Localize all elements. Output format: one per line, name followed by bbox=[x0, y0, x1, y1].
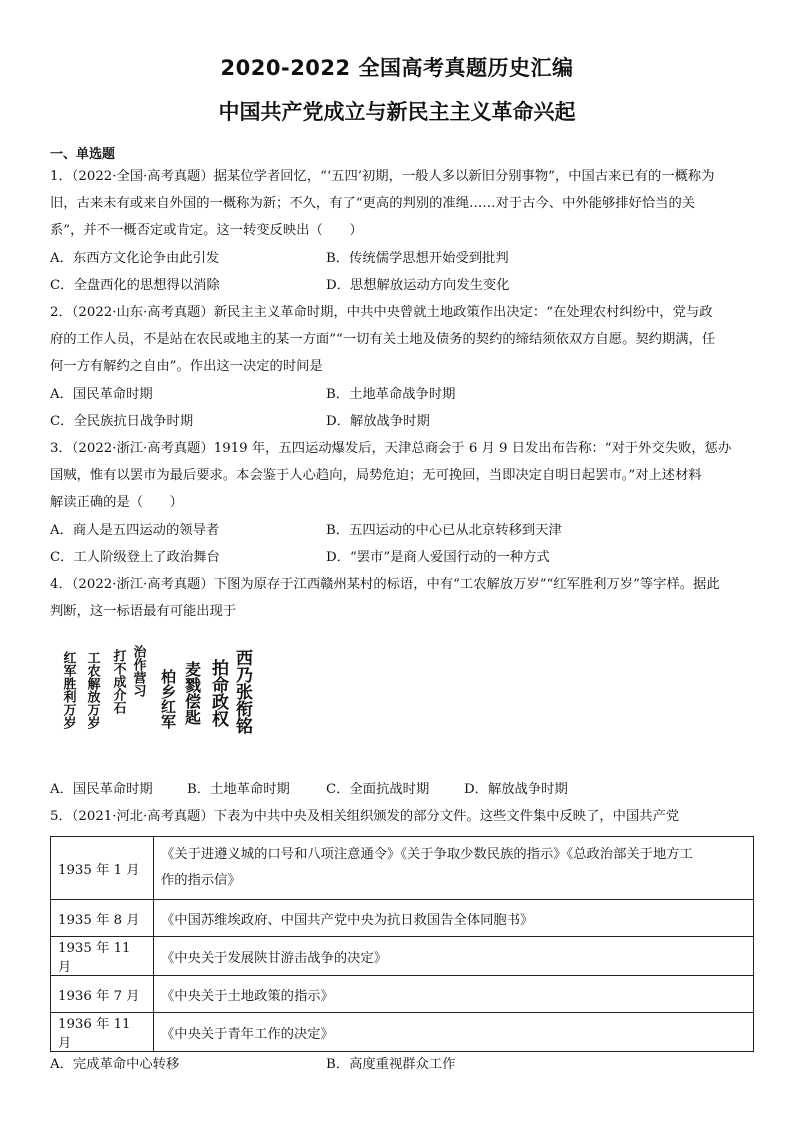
row-date: 1935 年 1 月 bbox=[51, 837, 154, 900]
slogan-column-5: 治作营习 bbox=[130, 645, 146, 697]
q1-option-b: B．传统儒学思想开始受到批判 bbox=[326, 251, 509, 266]
q3-option-a: A．商人是五四运动的领导者 bbox=[50, 523, 220, 538]
row-documents-line-1: 《关于进遵义城的口号和八项注意通令》《关于争取少数民族的指示》《总政治部关于地方工 bbox=[161, 847, 693, 862]
q1-stem-line-2: 旧，古来未有或来自外国的一概称为新；不久，有了“更高的判别的准绳……对于古今、中外能够排好恰当的关 bbox=[50, 196, 696, 211]
q1-option-a: A．东西方文化论争由此引发 bbox=[50, 251, 220, 266]
q3-option-d: D．“罢市”是商人爱国行动的一种方式 bbox=[326, 550, 550, 565]
q5-option-b: B．高度重视群众工作 bbox=[326, 1057, 456, 1072]
row-date: 1935 年 11 月 bbox=[51, 937, 154, 976]
slogan-column-4: 柏乡红军 bbox=[159, 669, 177, 729]
q1-stem-line-1: 1．（2022·全国·高考真题）据某位学者回忆，“‘五四’初期，一般人多以新旧分别事物”，中国古来已有的一概称为 bbox=[50, 169, 715, 184]
q3-stem-line-1: 3．（2022·浙江·高考真题）1919 年，五四运动爆发后，天津总商会于 6 月 9 日发出布告称：“对于外交失败，惩办 bbox=[50, 441, 732, 456]
q4-option-a: A．国民革命时期 bbox=[50, 782, 153, 797]
page-subtitle: 中国共产党成立与新民主主义革命兴起 bbox=[218, 100, 576, 124]
q2-stem-line-2: 府的工作人员，不是站在农民或地主的某一方面”“一切有关土地及债务的契约的缔结须依双方自愿。契约期满，任 bbox=[50, 332, 716, 347]
row-documents: 《中央关于土地政策的指示》 bbox=[154, 976, 754, 1013]
table-row bbox=[51, 900, 754, 937]
section-heading: 一、单选题 bbox=[50, 147, 116, 162]
q2-option-c: C．全民族抗日战争时期 bbox=[50, 414, 194, 429]
slogan-column-1: 西乃张衔铭 bbox=[232, 649, 252, 734]
q4-option-b: B．土地革命时期 bbox=[187, 782, 290, 797]
q4-option-d: D．解放战争时期 bbox=[464, 782, 568, 797]
q4-stem-line-2: 判断，这一标语最有可能出现于 bbox=[50, 604, 237, 619]
row-documents bbox=[154, 837, 754, 900]
row-documents-line-2: 作的指示信》 bbox=[161, 873, 241, 888]
row-date: 1936 年 7 月 bbox=[51, 976, 154, 1013]
q3-stem-line-2: 国贼，惟有以罢市为最后要求。本会鉴于人心趋向，局势危迫；无可挽回，当即决定自明日起罢市。”对上述材料 bbox=[50, 468, 702, 483]
q3-option-c: C．工人阶级登上了政治舞台 bbox=[50, 550, 220, 565]
slogan-column-7: 工农解放万岁 bbox=[84, 651, 100, 729]
q2-option-d: D．解放战争时期 bbox=[326, 414, 430, 429]
q2-option-a: A．国民革命时期 bbox=[50, 387, 153, 402]
table-row bbox=[51, 1013, 754, 1052]
q4-stem-line-1: 4．（2022·浙江·高考真题）下图为原存于江西赣州某村的标语，中有“工农解放万岁”“红军胜利万岁”等字样。据此 bbox=[50, 577, 720, 592]
q1-option-d: D．思想解放运动方向发生变化 bbox=[326, 278, 510, 293]
q2-stem-line-1: 2．（2022·山东·高考真题）新民主主义革命时期，中共中央曾就土地政策作出决定：“在处理农村纠纷中，党与政 bbox=[50, 305, 713, 320]
documents-table bbox=[50, 836, 754, 1052]
slogan-column-2: 拍命政权 bbox=[208, 659, 228, 727]
page-title: 2020-2022 全国高考真题历史汇编 bbox=[220, 56, 574, 80]
slogan-column-8: 红军胜利万岁 bbox=[60, 651, 76, 729]
q5-stem-line-1: 5．（2021·河北·高考真题）下表为中共中央及相关组织颁发的部分文件。这些文件集中反映了，中国共产党 bbox=[50, 809, 680, 824]
q2-option-b: B．土地革命战争时期 bbox=[326, 387, 456, 402]
q1-stem-line-3: 系”，并不一概否定或肯定。这一转变反映出（ ） bbox=[50, 223, 363, 238]
q1-option-c: C．全盘西化的思想得以消除 bbox=[50, 278, 220, 293]
q3-stem-line-3: 解读正确的是（ ） bbox=[50, 495, 183, 510]
q3-option-b: B．五四运动的中心已从北京转移到天津 bbox=[326, 523, 562, 538]
row-documents: 《中国苏维埃政府、中国共产党中央为抗日救国告全体同胞书》 bbox=[154, 900, 754, 937]
row-date: 1935 年 8 月 bbox=[51, 900, 154, 937]
slogan-column-6: 打不成介石 bbox=[110, 649, 126, 714]
row-documents: 《中央关于发展陕甘游击战争的决定》 bbox=[154, 937, 754, 976]
q2-stem-line-3: 何一方有解约之自由”。作出这一决定的时间是 bbox=[50, 359, 323, 374]
handwritten-slogan-image bbox=[54, 637, 264, 767]
table-row bbox=[51, 837, 754, 900]
table-row bbox=[51, 976, 754, 1013]
table-row bbox=[51, 937, 754, 976]
row-documents: 《中央关于青年工作的决定》 bbox=[154, 1013, 754, 1052]
slogan-column-3: 麦戮偿匙 bbox=[182, 661, 202, 725]
q5-option-a: A．完成革命中心转移 bbox=[50, 1057, 180, 1072]
row-date: 1936 年 11 月 bbox=[51, 1013, 154, 1052]
q4-option-c: C．全面抗战时期 bbox=[326, 782, 430, 797]
